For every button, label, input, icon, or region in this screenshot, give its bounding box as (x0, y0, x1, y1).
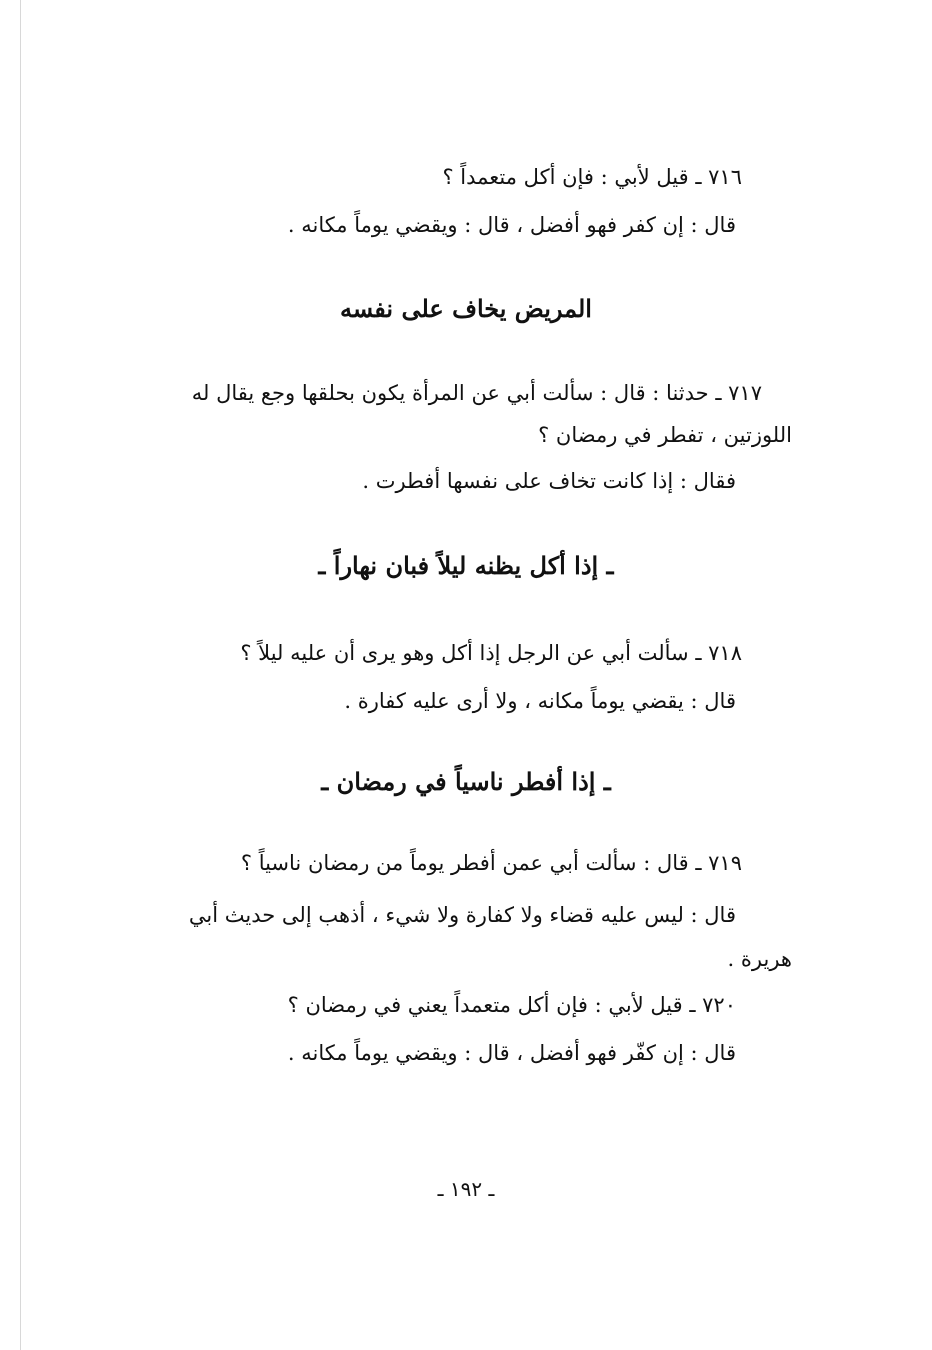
entry-719-answer-line2: هريرة . (727, 947, 792, 971)
entry-718-question: ٧١٨ ـ سألت أبي عن الرجل إذا أكل وهو يرى أن عليه ليلاً ؟ (240, 641, 742, 665)
entry-716-question: ٧١٦ ـ قيل لأبي : فإن أكل متعمداً ؟ (442, 165, 742, 189)
entry-720-question: ٧٢٠ ـ قيل لأبي : فإن أكل متعمداً يعني في رمضان ؟ (287, 993, 736, 1017)
scan-margin-line (20, 0, 21, 1350)
entry-717-answer: فقال : إذا كانت تخاف على نفسها أفطرت . (362, 469, 736, 493)
entry-720-answer: قال : إن كفّر فهو أفضل ، قال : ويقضي يوماً مكانه . (287, 1041, 736, 1065)
entry-716-answer: قال : إن كفر فهو أفضل ، قال : ويقضي يوماً مكانه . (287, 213, 736, 237)
entry-717-question-line1: ٧١٧ ـ حدثنا : قال : سألت أبي عن المرأة يكون بحلقها وجع يقال له (191, 381, 762, 405)
entry-717-question-line2: اللوزتين ، تفطر في رمضان ؟ (538, 423, 792, 447)
page-number: ـ ١٩٢ ـ (437, 1177, 495, 1201)
section-heading-ate-thinking-night: ـ إذا أكل يظنه ليلاً فبان نهاراً ـ (318, 551, 614, 580)
entry-719-answer-line1: قال : ليس عليه قضاء ولا كفارة ولا شيء ، أذهب إلى حديث أبي (188, 903, 736, 927)
entry-718-answer: قال : يقضي يوماً مكانه ، ولا أرى عليه كفارة . (344, 689, 736, 713)
entry-719-question: ٧١٩ ـ قال : سألت أبي عمن أفطر يوماً من رمضان ناسياً ؟ (240, 851, 742, 875)
section-heading-broke-fast-forgetting: ـ إذا أفطر ناسياً في رمضان ـ (321, 767, 611, 796)
section-heading-sick-person: المريض يخاف على نفسه (340, 294, 592, 323)
